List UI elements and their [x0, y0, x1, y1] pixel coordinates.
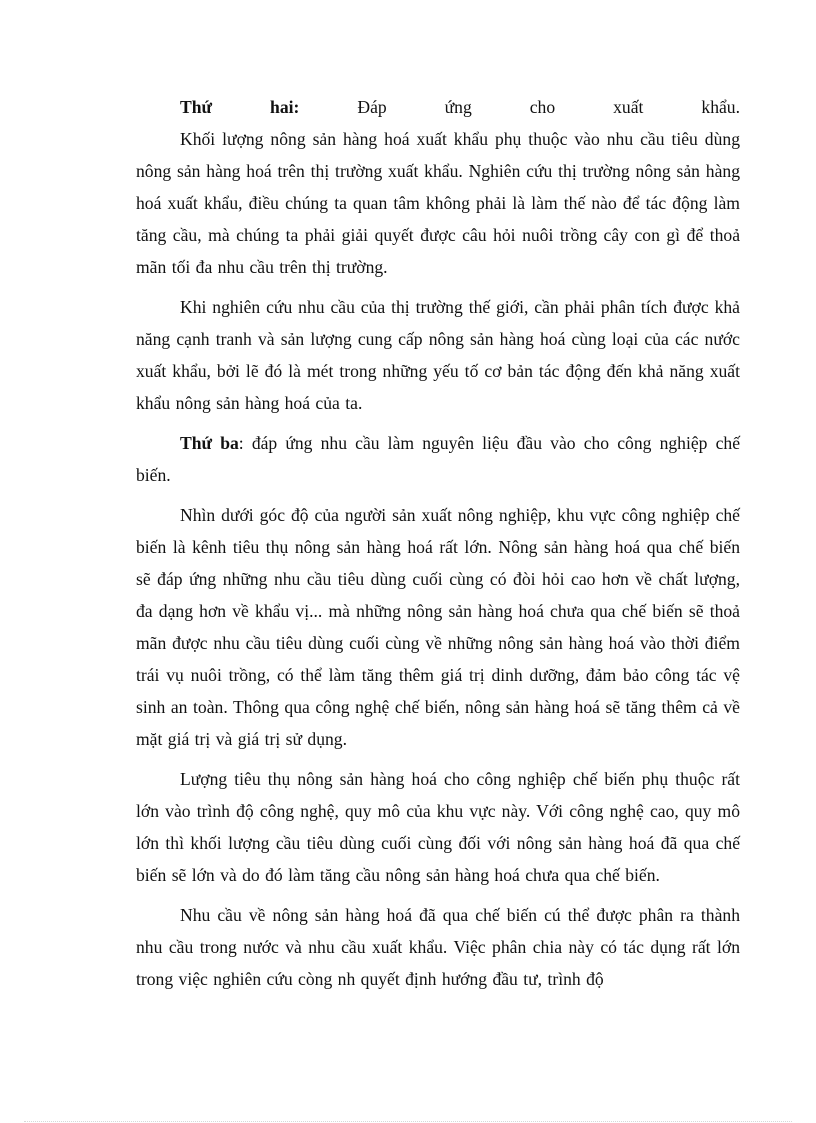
paragraph-processing-volume: Lượng tiêu thụ nông sản hàng hoá cho công nghiệp chế biến phụ thuộc rất lớn vào trình độ công nghệ, quy mô của khu vực này. Với công nghệ cao, quy mô lớn thì khối lượng cầu tiêu dùng cuối cùng đối với nông sản hàng hoá đã qua chế biến sẽ lớn và do đó làm tăng cầu nông sản hàng hoá chưa qua chế biến.	[136, 769, 740, 885]
section-title-second: Đáp ứng cho xuất khẩu.	[299, 97, 740, 117]
section-title-third: : đáp ứng nhu cầu làm nguyên liệu đầu vào cho công nghiệp chế biến.	[136, 433, 740, 485]
section-lead-second: Thứ hai:	[180, 97, 300, 117]
section-lead-third: Thứ ba	[180, 433, 239, 453]
paragraph-world-demand: Khi nghiên cứu nhu cầu của thị trường thế giới, cần phải phân tích được khả năng cạnh tranh và sản lượng cung cấp nông sản hàng hoá cùng loại của các nước xuất khẩu, bởi lẽ đó là mét trong những yếu tố cơ bản tác động đến khả năng xuất khẩu nông sản hàng hoá của ta.	[136, 297, 740, 413]
page-bottom-divider	[24, 1121, 792, 1122]
paragraph-export-volume: Khối lượng nông sản hàng hoá xuất khẩu phụ thuộc vào nhu cầu tiêu dùng nông sản hàng hoá trên thị trường xuất khẩu. Nghiên cứu thị trường nông sản hàng hoá xuất khẩu, điều chúng ta quan tâm không phải là làm thế nào để tác động làm tăng cầu, mà chúng ta phải giải quyết được câu hỏi nuôi trồng cây con gì để thoả mãn tối đa nhu cầu trên thị trường.	[136, 129, 740, 277]
paragraph-processing-heading	[136, 427, 740, 491]
paragraph-export-heading	[136, 91, 740, 123]
paragraph-processed-demand: Nhu cầu về nông sản hàng hoá đã qua chế biến cú thể được phân ra thành nhu cầu trong nước và nhu cầu xuất khẩu. Việc phân chia này có tác dụng rất lớn trong việc nghiên cứu còng nh quyết định hướng đầu tư, trình độ	[136, 905, 740, 989]
paragraph-processing-channel: Nhìn dưới góc độ của người sản xuất nông nghiệp, khu vực công nghiệp chế biến là kênh tiêu thụ nông sản hàng hoá rất lớn. Nông sản hàng hoá qua chế biến sẽ đáp ứng những nhu cầu tiêu dùng cuối cùng có đòi hỏi cao hơn về chất lượng, đa dạng hơn về khẩu vị... mà những nông sản hàng hoá chưa qua chế biến sẽ thoả mãn được nhu cầu tiêu dùng cuối cùng về những nông sản hàng hoá vào thời điểm trái vụ nuôi trồng, có thể làm tăng thêm giá trị dinh dưỡng, đảm bảo công tác vệ sinh an toàn. Thông qua công nghệ chế biến, nông sản hàng hoá sẽ tăng thêm cả về mặt giá trị và giá trị sử dụng.	[136, 505, 740, 749]
document-body	[136, 91, 740, 995]
